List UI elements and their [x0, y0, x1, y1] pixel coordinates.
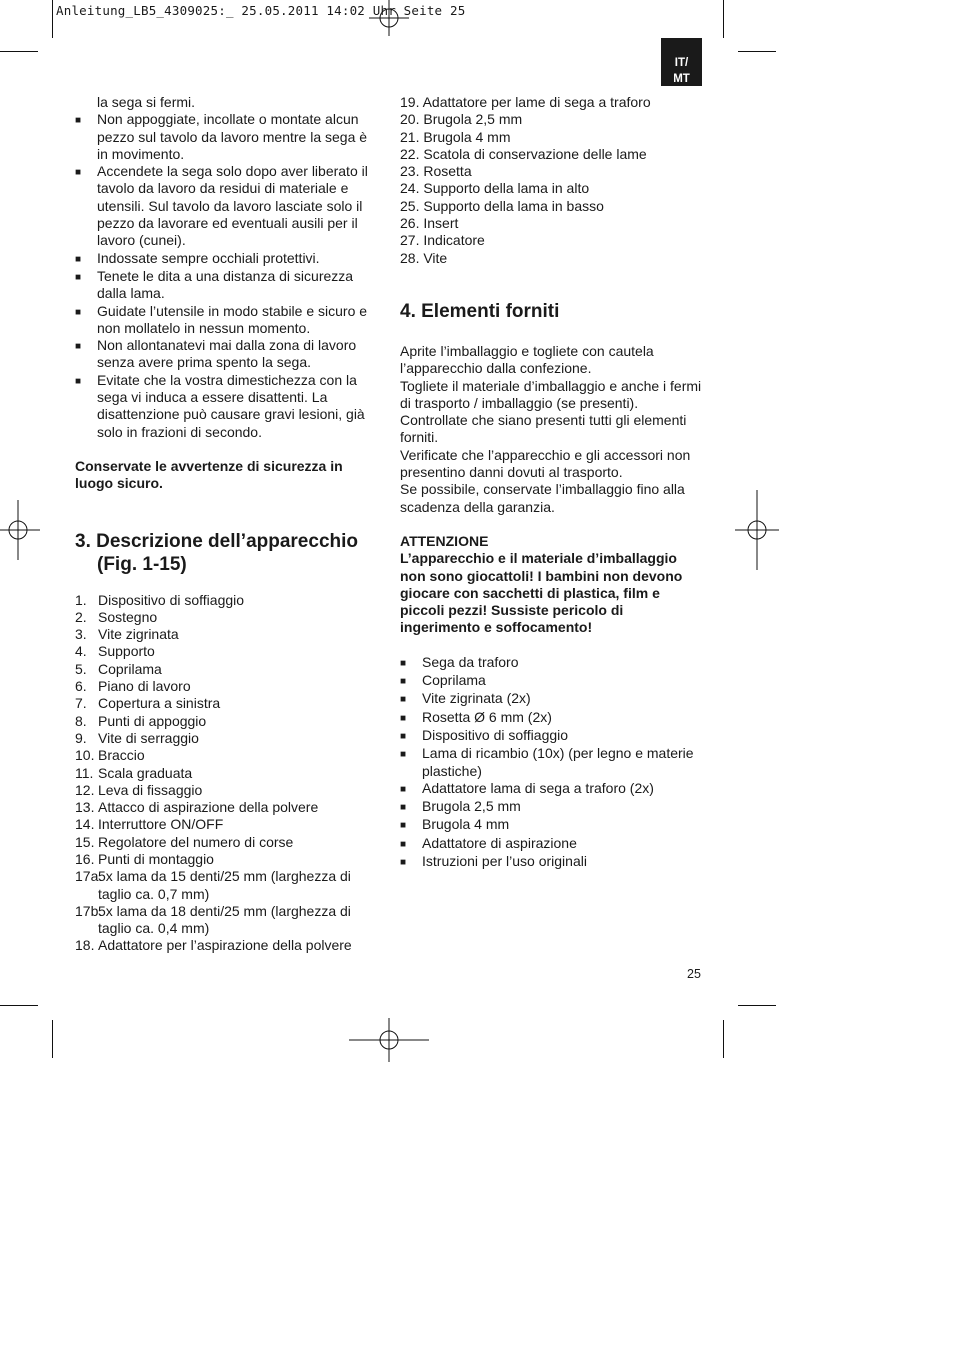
continued-text: la sega si fermi.: [97, 94, 196, 110]
list-item-text: Adattatore lama di sega a traforo (2x): [422, 779, 654, 796]
list-item-text: Vite zigrinata (2x): [422, 690, 531, 707]
list-item-text: Lama di ricambio (10x) (per legno e materie plastiche): [422, 745, 694, 779]
list-item-text: Sega da traforo: [422, 653, 519, 670]
square-bullet-icon: ■: [75, 341, 82, 353]
page-number: 25: [687, 967, 701, 981]
list-item: [75, 372, 375, 441]
part-item: 22. Scatola di conservazione delle lame: [400, 145, 647, 162]
language-tab-line1: IT/: [674, 57, 689, 69]
list-item-text: Tenete le dita a una distanza di sicurezza dalla lama.: [97, 267, 354, 302]
list-item: [400, 727, 702, 745]
instruction-paragraph: Controllate che siano presenti tutti gli elementi forniti.: [400, 412, 687, 446]
part-item: 24. Supporto della lama in alto: [400, 180, 590, 197]
list-item: [400, 690, 702, 708]
list-item: [400, 853, 702, 871]
part-item: 21. Brugola 4 mm: [400, 128, 511, 145]
part-item: [75, 834, 375, 851]
part-number: 5.: [75, 660, 87, 677]
part-label: Attacco di aspirazione della polvere: [98, 799, 319, 816]
crop-mark: [52, 1020, 53, 1058]
square-bullet-icon: ■: [400, 820, 407, 832]
supplied-items-list: [400, 654, 702, 872]
part-item: [75, 592, 375, 609]
part-number: 7.: [75, 695, 87, 712]
list-item: [75, 337, 375, 372]
part-number: 8.: [75, 712, 87, 729]
part-item: 26. Insert: [400, 215, 459, 232]
square-bullet-icon: ■: [75, 115, 82, 127]
instruction-paragraph: Aprite l’imballaggio e togliete con cautela l’apparecchio dalla confezione.: [400, 342, 654, 377]
language-tab-line2: MT: [673, 73, 690, 85]
list-item-text: Indossate sempre occhiali protettivi.: [97, 249, 320, 266]
part-item: 28. Vite: [400, 249, 448, 266]
part-label: Dispositivo di soffiaggio: [98, 591, 245, 608]
part-label: Punti di montaggio: [98, 850, 214, 867]
part-item: 23. Rosetta: [400, 163, 472, 180]
part-number: 2.: [75, 608, 87, 625]
square-bullet-icon: ■: [75, 375, 82, 387]
part-item: [75, 937, 375, 954]
section3-title-line1: 3. Descrizione dell’apparecchio: [75, 530, 358, 552]
part-item: 20. Brugola 2,5 mm: [400, 111, 523, 128]
part-item: [75, 903, 375, 938]
part-label: Braccio: [98, 747, 145, 764]
list-item: [400, 835, 702, 853]
part-number: 16.: [75, 850, 95, 867]
part-number: 12.: [75, 781, 95, 798]
square-bullet-icon: ■: [400, 838, 407, 850]
instruction-paragraph: Verificate che l’apparecchio e gli accessori non presentino danni dovuti al trasporto.: [400, 446, 691, 481]
attention-text: L’apparecchio e il materiale d’imballaggio non sono giocattoli! I bambini non devono giocare con sacchetti di plastica, film e piccoli pezzi! Sussiste pericolo di ingerimento e soffocamento!: [400, 550, 683, 636]
attention-title: ATTENZIONE: [400, 532, 489, 549]
part-label: Scala graduata: [98, 764, 193, 781]
part-number: 4.: [75, 643, 87, 660]
registration-mark-icon: [735, 490, 779, 570]
part-label: 5x lama da 15 denti/25 mm (larghezza di taglio ca. 0,7 mm): [98, 868, 351, 902]
part-label: 5x lama da 18 denti/25 mm (larghezza di taglio ca. 0,4 mm): [98, 902, 351, 937]
part-number: 1.: [75, 591, 87, 608]
part-label: Punti di appoggio: [98, 712, 207, 729]
part-item: [75, 747, 375, 764]
part-item: [75, 661, 375, 678]
list-item-text: Non appoggiate, incollate o montate alcun pezzo sul tavolo da lavoro mentre la sega è in movimento.: [97, 111, 368, 162]
registration-mark-icon: [349, 1018, 429, 1062]
square-bullet-icon: ■: [400, 712, 407, 724]
part-item: [75, 626, 375, 643]
list-item-text: Accendete la sega solo dopo aver liberato il tavolo da lavoro da residui di materiale e utensili. Sul tavolo da lavoro lasciate solo il pezzo da lavorare ed eventuali ausili per il lavoro (cunei).: [97, 163, 368, 249]
registration-mark-icon: [0, 500, 40, 560]
square-bullet-icon: ■: [400, 657, 407, 669]
crop-mark: [0, 1005, 38, 1006]
square-bullet-icon: ■: [75, 253, 82, 265]
list-item: [75, 163, 375, 249]
part-number: 13.: [75, 799, 95, 816]
part-label: Interruttore ON/OFF: [98, 816, 224, 833]
part-item: 25. Supporto della lama in basso: [400, 197, 604, 214]
part-item: [75, 851, 375, 868]
instruction-paragraph: Togliete il materiale d’imballaggio e anche i fermi di trasporto / imballaggio (se presenti).: [400, 377, 702, 411]
part-number: 17a.: [75, 868, 103, 885]
list-item: [400, 654, 702, 672]
square-bullet-icon: ■: [400, 802, 407, 814]
list-item-text: Evitate che la vostra dimestichezza con la sega vi induca a essere disattenti. La disattenzione può causare gravi lesioni, già solo in frazioni di secondo.: [97, 371, 365, 440]
parts-list-continued: [400, 94, 702, 267]
part-label: Regolatore del numero di corse: [98, 833, 294, 850]
square-bullet-icon: ■: [75, 306, 82, 318]
part-item: [75, 782, 375, 799]
part-number: 15.: [75, 833, 95, 850]
list-item-text: Adattatore di aspirazione: [422, 834, 577, 851]
crop-mark: [738, 51, 776, 52]
part-label: Coprilama: [98, 660, 162, 677]
right-column: [400, 94, 702, 871]
part-label: Copertura a sinistra: [98, 695, 221, 712]
part-item: [75, 695, 375, 712]
part-label: Piano di lavoro: [98, 678, 191, 695]
part-label: Supporto: [98, 643, 155, 660]
part-item: [75, 799, 375, 816]
list-item: [400, 672, 702, 690]
list-item: [400, 745, 702, 780]
part-label: Vite zigrinata: [98, 626, 179, 643]
language-tab: [661, 38, 702, 86]
part-item: [75, 868, 375, 903]
part-number: 10.: [75, 747, 95, 764]
square-bullet-icon: ■: [75, 167, 82, 179]
part-item: [75, 765, 375, 782]
print-slug: Anleitung_LB5_4309025:_ 25.05.2011 14:02 Uhr Seite 25: [56, 3, 466, 18]
square-bullet-icon: ■: [75, 271, 82, 283]
square-bullet-icon: ■: [400, 749, 407, 761]
left-column: [75, 94, 375, 955]
list-item: [400, 798, 702, 816]
section4-title: 4. Elementi forniti: [400, 300, 560, 322]
square-bullet-icon: ■: [400, 783, 407, 795]
part-label: Adattatore per l’aspirazione della polvere: [98, 937, 352, 954]
part-item: 19. Adattatore per lame di sega a traforo: [400, 94, 651, 110]
list-item-text: Brugola 2,5 mm: [422, 798, 521, 815]
part-item: [75, 713, 375, 730]
section3-title: [75, 530, 375, 576]
square-bullet-icon: ■: [400, 694, 407, 706]
crop-mark: [52, 0, 53, 38]
list-item: [75, 111, 375, 163]
square-bullet-icon: ■: [400, 676, 407, 688]
part-number: 6.: [75, 678, 87, 695]
part-number: 17b.: [75, 902, 103, 919]
crop-mark: [0, 51, 38, 52]
list-item: [400, 816, 702, 834]
crop-mark: [723, 0, 724, 38]
part-number: 11.: [75, 764, 94, 781]
crop-mark: [723, 1020, 724, 1058]
part-item: [75, 816, 375, 833]
list-item-text: Rosetta Ø 6 mm (2x): [422, 708, 552, 725]
list-item-text: Brugola 4 mm: [422, 816, 510, 833]
list-item-text: Dispositivo di soffiaggio: [422, 726, 569, 743]
crop-mark: [738, 1005, 776, 1006]
square-bullet-icon: ■: [400, 856, 407, 868]
part-label: Vite di serraggio: [98, 729, 199, 746]
list-item: [75, 268, 375, 303]
list-item-text: Non allontanatevi mai dalla zona di lavoro senza avere prima spento la sega.: [97, 337, 357, 371]
part-label: Sostegno: [98, 608, 158, 625]
list-item: [400, 709, 702, 727]
list-item-text: Istruzioni per l’uso originali: [422, 852, 587, 869]
part-item: [75, 730, 375, 747]
part-label: Leva di fissaggio: [98, 781, 203, 798]
part-number: 18.: [75, 937, 95, 954]
list-item: [75, 303, 375, 338]
instruction-paragraph: Se possibile, conservate l’imballaggio fino alla scadenza della garanzia.: [400, 481, 685, 515]
part-item: [75, 643, 375, 660]
safety-list: [75, 111, 375, 441]
square-bullet-icon: ■: [400, 730, 407, 742]
parts-list: [75, 592, 375, 955]
list-item: [75, 250, 375, 268]
part-number: 14.: [75, 816, 95, 833]
list-item: [400, 780, 702, 798]
part-item: [75, 678, 375, 695]
list-item-text: Coprilama: [422, 672, 486, 689]
part-item: 27. Indicatore: [400, 232, 485, 249]
part-number: 3.: [75, 626, 87, 643]
unpacking-instructions: [400, 343, 702, 516]
part-number: 9.: [75, 729, 87, 746]
section3-title-line2: (Fig. 1-15): [97, 553, 187, 575]
registration-mark-icon: [369, 0, 409, 36]
keep-safety-note: Conservate le avvertenze di sicurezza in luogo sicuro.: [75, 457, 343, 492]
list-item-text: Guidate l’utensile in modo stabile e sicuro e non mollatelo in nessun momento.: [97, 302, 368, 336]
part-item: [75, 609, 375, 626]
